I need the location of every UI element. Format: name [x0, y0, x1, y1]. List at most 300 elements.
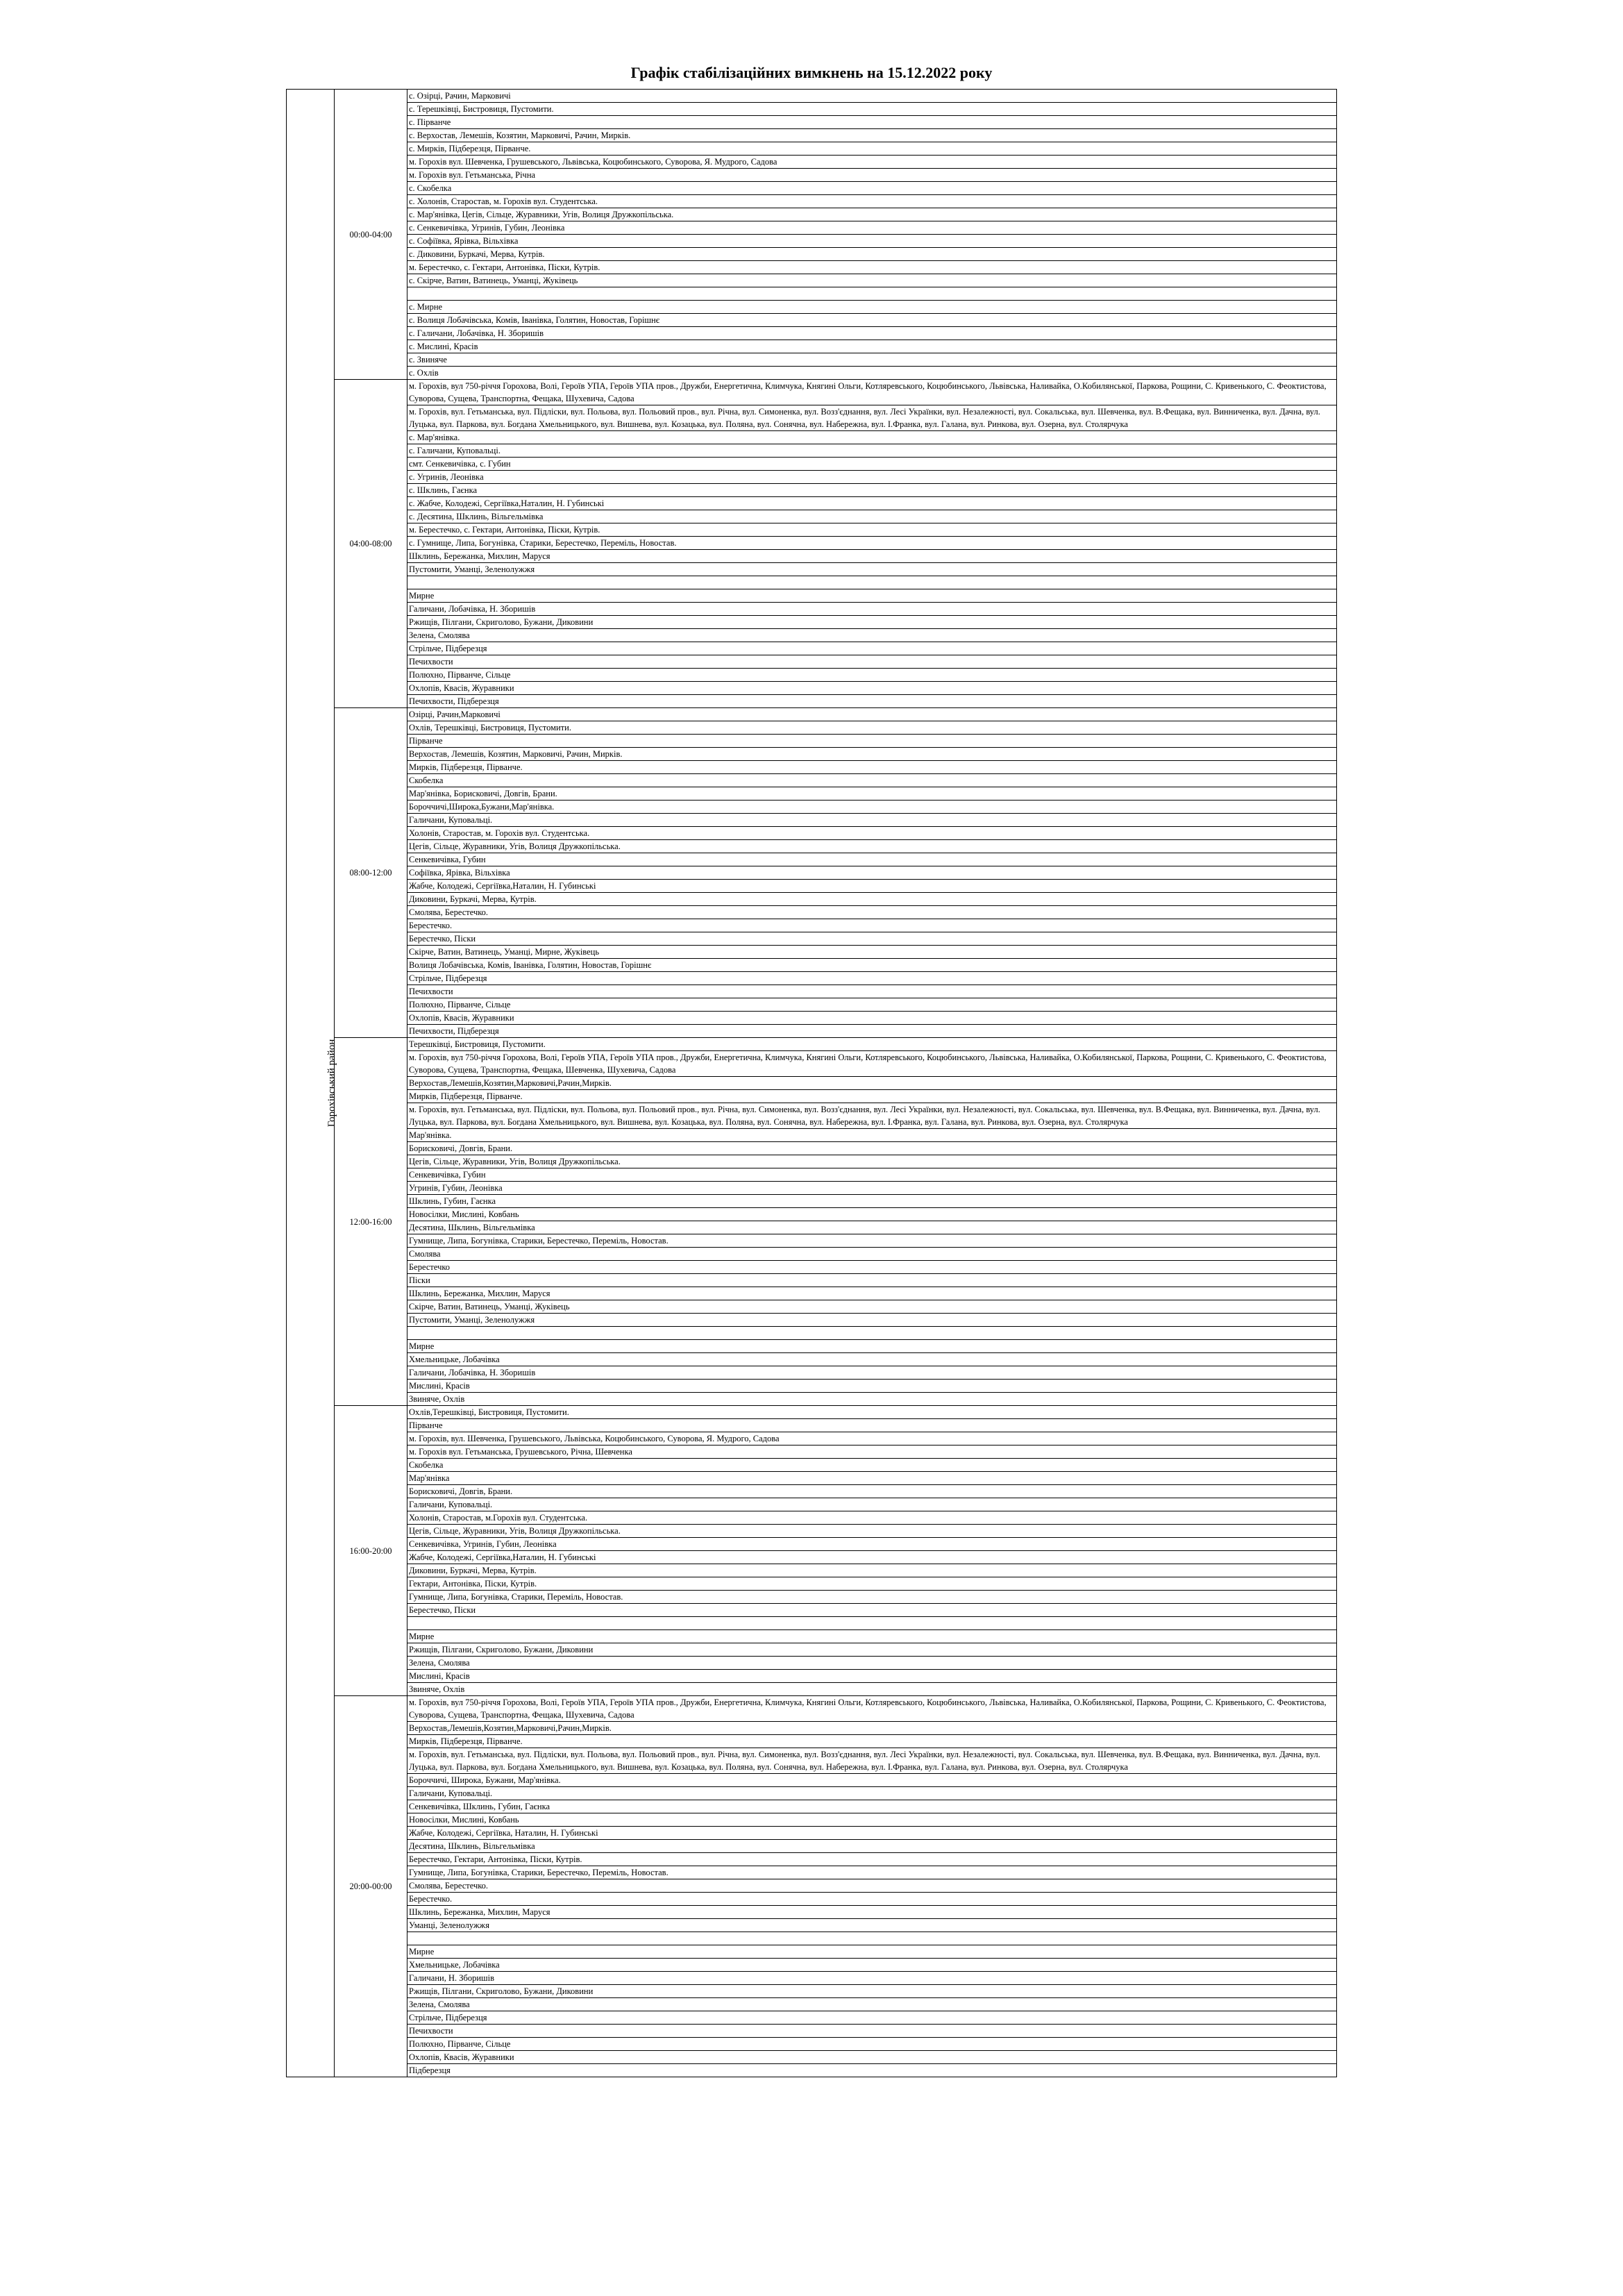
settlement-cell: Скобелка	[407, 774, 1337, 787]
settlement-cell: Шклинь, Губин, Гаєнка	[407, 1195, 1337, 1208]
schedule-row	[287, 972, 1337, 985]
settlement-cell: Галичани, Куповальці.	[407, 814, 1337, 827]
time-slot-cell: 16:00-20:00	[335, 1406, 407, 1696]
schedule-row	[287, 880, 1337, 893]
schedule-row	[287, 1287, 1337, 1300]
schedule-row	[287, 195, 1337, 208]
schedule-row	[287, 1472, 1337, 1485]
settlement-cell: Жабче, Колодежі, Сергіївка,Наталин, Н. Губинські	[407, 1551, 1337, 1564]
schedule-row	[287, 2011, 1337, 2025]
schedule-row	[287, 340, 1337, 353]
settlement-cell: Угринів, Губин, Леонівка	[407, 1182, 1337, 1195]
schedule-row	[287, 444, 1337, 458]
schedule-row	[287, 405, 1337, 431]
settlement-cell: Диковини, Буркачі, Мерва, Кутрів.	[407, 893, 1337, 906]
settlement-cell: Хмельницьке, Лобачівка	[407, 1959, 1337, 1972]
schedule-row	[287, 1972, 1337, 1985]
settlement-cell: Шклинь, Бережанка, Михлин, Маруся	[407, 1906, 1337, 1919]
settlement-cell: Цегів, Сільце, Журавники, Угів, Волиця Дружкопільська.	[407, 1525, 1337, 1538]
settlement-cell: Верхостав,Лемешів,Козятин,Марковичі,Рачин,Мирків.	[407, 1722, 1337, 1735]
schedule-row	[287, 761, 1337, 774]
time-slot-cell: 12:00-16:00	[335, 1038, 407, 1406]
settlement-cell: с. Охлів	[407, 367, 1337, 380]
schedule-row	[287, 1643, 1337, 1657]
settlement-cell: Озірці, Рачин,Марковичі	[407, 708, 1337, 721]
schedule-row	[287, 116, 1337, 129]
settlement-cell: Підберезця	[407, 2064, 1337, 2077]
settlement-cell: Волиця Лобачівська, Комів, Іванівка, Голятин, Новостав, Горішнє	[407, 959, 1337, 972]
settlement-cell: с. Галичани, Куповальці.	[407, 444, 1337, 458]
schedule-row	[287, 1380, 1337, 1393]
settlement-cell: Новосілки, Мислині, Ковбань	[407, 1813, 1337, 1827]
schedule-row	[287, 576, 1337, 589]
schedule-row	[287, 1722, 1337, 1735]
schedule-row	[287, 314, 1337, 327]
settlement-cell: Цегів, Сільце, Журавники, Угів, Волиця Дружкопільська.	[407, 1155, 1337, 1168]
schedule-row	[287, 497, 1337, 510]
settlement-cell: Галичани, Н. Зборишів	[407, 1972, 1337, 1985]
settlement-cell: м. Горохів вул. Шевченка, Грушевського, Львівська, Коцюбинського, Суворова, Я. Мудрого, Садова	[407, 156, 1337, 169]
settlement-cell: Охлів,Терешківці, Бистровиця, Пустомити.	[407, 1406, 1337, 1419]
settlement-cell: Мирне	[407, 589, 1337, 603]
schedule-row	[287, 1300, 1337, 1314]
schedule-row	[287, 1591, 1337, 1604]
schedule-row	[287, 1932, 1337, 1945]
schedule-row	[287, 655, 1337, 669]
schedule-row	[287, 1327, 1337, 1340]
schedule-row	[287, 1827, 1337, 1840]
schedule-row	[287, 959, 1337, 972]
schedule-row	[287, 1998, 1337, 2011]
settlement-cell: Шклинь, Бережанка, Михлин, Маруся	[407, 550, 1337, 563]
settlement-cell: м. Горохів, вул 750-річчя Горохова, Волі, Героїв УПА, Героїв УПА пров., Дружби, Енергетична, Климчука, Княгині Ольги, Котляревського, Коцюбинського, Львівська, Наливайка, О.Кобилянської, Паркова, Рощини, С. Кривенького, С. Феоктистова, Суворова, Сущева, Транспортна, Фещака, Шухевича, Садова	[407, 380, 1337, 405]
settlement-cell: с. Волиця Лобачівська, Комів, Іванівка, Голятин, Новостав, Горішнє	[407, 314, 1337, 327]
schedule-row	[287, 1314, 1337, 1327]
schedule-row	[287, 221, 1337, 235]
schedule-row	[287, 1840, 1337, 1853]
schedule-row	[287, 774, 1337, 787]
schedule-row	[287, 787, 1337, 801]
schedule-row	[287, 2064, 1337, 2077]
schedule-row	[287, 1142, 1337, 1155]
settlement-cell: Берестечко, Піски	[407, 1604, 1337, 1617]
settlement-cell: Печихвости	[407, 2025, 1337, 2038]
settlement-cell: Смолява	[407, 1248, 1337, 1261]
settlement-cell: Скобелка	[407, 1459, 1337, 1472]
schedule-row	[287, 1353, 1337, 1366]
schedule-row	[287, 1129, 1337, 1142]
schedule-row	[287, 1419, 1337, 1432]
schedule-row	[287, 1248, 1337, 1261]
schedule-row	[287, 248, 1337, 261]
schedule-row	[287, 1012, 1337, 1025]
settlement-cell: Охлопів, Квасів, Журавники	[407, 1012, 1337, 1025]
district-label: Горохівський район	[326, 1039, 338, 1128]
schedule-row	[287, 1879, 1337, 1893]
schedule-row	[287, 1617, 1337, 1630]
settlement-cell: Сенкевичівка, Губин	[407, 853, 1337, 866]
schedule-row	[287, 1261, 1337, 1274]
settlement-cell: с. Гумнище, Липа, Богунівка, Старики, Берестечко, Переміль, Новостав.	[407, 537, 1337, 550]
schedule-row	[287, 629, 1337, 642]
settlement-cell: с. Шклинь, Гаєнка	[407, 484, 1337, 497]
schedule-row	[287, 1221, 1337, 1234]
schedule-row	[287, 682, 1337, 695]
settlement-cell: м. Горохів, вул. Гетьманська, вул. Підліски, вул. Польова, вул. Польовий пров., вул. Річна, вул. Симоненка, вул. Возз'єднання, вул. Лесі Українки, вул. Незалежності, вул. Сокальська, вул. Шевченка, вул. В.Фещака, вул. Винниченка, вул. Дачна, вул. Луцька, вул. Паркова, вул. Богдана Хмельницького, вул. Вишнева, вул. Козацька, вул. Поляна, вул. Сонячна, вул. Набережна, вул. І.Франка, вул. Галана, вул. Ринкова, вул. Озерна, вул. Столярчука	[407, 405, 1337, 431]
schedule-table	[286, 89, 1337, 2077]
schedule-row	[287, 827, 1337, 840]
settlement-cell: Гектари, Антонівка, Піски, Кутрів.	[407, 1577, 1337, 1591]
settlement-cell: Скірче, Ватин, Ватинець, Уманці, Мирне, Жуківець	[407, 946, 1337, 959]
settlement-cell: с. Скірче, Ватин, Ватинець, Уманці, Жуківець	[407, 274, 1337, 287]
settlement-cell: Берестечко, Гектари, Антонівка, Піски, Кутрів.	[407, 1853, 1337, 1866]
schedule-row	[287, 563, 1337, 576]
schedule-row	[287, 1051, 1337, 1077]
schedule-row	[287, 103, 1337, 116]
schedule-row	[287, 814, 1337, 827]
settlement-cell: Охлопів, Квасів, Журавники	[407, 2051, 1337, 2064]
settlement-cell: Печихвости	[407, 985, 1337, 998]
settlement-cell: Мирне	[407, 1945, 1337, 1959]
settlement-cell: Шклинь, Бережанка, Михлин, Маруся	[407, 1287, 1337, 1300]
settlement-cell: Терешківці, Бистровиця, Пустомити.	[407, 1038, 1337, 1051]
schedule-row	[287, 1340, 1337, 1353]
schedule-row	[287, 1919, 1337, 1932]
schedule-row	[287, 1538, 1337, 1551]
settlement-cell: Берестечко.	[407, 919, 1337, 932]
settlement-cell: Мирне	[407, 1630, 1337, 1643]
settlement-cell: Хмельницьке, Лобачівка	[407, 1353, 1337, 1366]
settlement-cell: м. Горохів, вул 750-річчя Горохова, Волі, Героїв УПА, Героїв УПА пров., Дружби, Енергетична, Климчука, Княгині Ольги, Котляревського, Коцюбинського, Львівська, Наливайка, О.Кобилянської, Паркова, Рощини, С. Кривенького, С. Феоктистова, Суворова, Сущева, Транспортна, Фещака, Шухевича, Садова	[407, 1696, 1337, 1722]
settlement-cell: Галичани, Куповальці.	[407, 1787, 1337, 1800]
settlement-cell: с. Десятина, Шклинь, Вільгельмівка	[407, 510, 1337, 523]
schedule-row	[287, 380, 1337, 405]
settlement-cell: с. Сенкевичівка, Угринів, Губин, Леонівка	[407, 221, 1337, 235]
settlement-cell: м. Горохів вул. Гетьманська, Річна	[407, 169, 1337, 182]
settlement-cell: м. Берестечко, с. Гектари, Антонівка, Піски, Кутрів.	[407, 261, 1337, 274]
schedule-row	[287, 1696, 1337, 1722]
schedule-row	[287, 1735, 1337, 1748]
schedule-row	[287, 2025, 1337, 2038]
settlement-cell: Борисковичі, Довгів, Брани.	[407, 1485, 1337, 1498]
settlement-cell: Сенкевичівка, Угринів, Губин, Леонівка	[407, 1538, 1337, 1551]
schedule-row	[287, 327, 1337, 340]
schedule-row	[287, 142, 1337, 156]
settlement-cell: Печихвости, Підберезця	[407, 1025, 1337, 1038]
page-title: Графік стабілізаційних вимкнень на 15.12.2022 року	[630, 64, 993, 81]
settlement-cell: Галичани, Куповальці.	[407, 1498, 1337, 1511]
schedule-row	[287, 169, 1337, 182]
schedule-row	[287, 1813, 1337, 1827]
settlement-cell: м. Горохів, вул. Гетьманська, вул. Підліски, вул. Польова, вул. Польовий пров., вул. Річна, вул. Симоненка, вул. Возз'єднання, вул. Лесі Українки, вул. Незалежності, вул. Сокальська, вул. Шевченка, вул. В.Фещака, вул. Винниченка, вул. Дачна, вул. Луцька, вул. Паркова, вул. Богдана Хмельницького, вул. Вишнева, вул. Козацька, вул. Поляна, вул. Сонячна, вул. Набережна, вул. І.Франка, вул. Галана, вул. Ринкова, вул. Озерна, вул. Столярчука	[407, 1103, 1337, 1129]
settlement-cell: с. Угринів, Леонівка	[407, 471, 1337, 484]
settlement-cell: м. Горохів, вул. Шевченка, Грушевського, Львівська, Коцюбинського, Суворова, Я. Мудрого, Садова	[407, 1432, 1337, 1446]
schedule-row	[287, 695, 1337, 708]
time-slot-cell: 00:00-04:00	[335, 90, 407, 380]
settlement-cell: с. Мар'янівка.	[407, 431, 1337, 444]
settlement-cell: Ржищів, Пілгани, Скриголово, Бужани, Диковини	[407, 616, 1337, 629]
schedule-row	[287, 1670, 1337, 1683]
schedule-row	[287, 985, 1337, 998]
settlement-cell: Мирків, Підберезця, Пірванче.	[407, 1090, 1337, 1103]
schedule-row	[287, 1564, 1337, 1577]
settlement-cell: Полюхно, Пірванче, Сільце	[407, 669, 1337, 682]
schedule-row	[287, 589, 1337, 603]
settlement-cell: Бороччичі,Широка,Бужани,Мар'янівка.	[407, 801, 1337, 814]
settlement-cell: с. Мирне	[407, 301, 1337, 314]
settlement-cell: с. Верхостав, Лемешів, Козятин, Марковичі, Рачин, Мирків.	[407, 129, 1337, 142]
settlement-cell: Охлів, Терешківці, Бистровиця, Пустомити.	[407, 721, 1337, 735]
settlement-cell: Стрільче, Підберезця	[407, 972, 1337, 985]
settlement-cell: Печихвости	[407, 655, 1337, 669]
schedule-row	[287, 616, 1337, 629]
settlement-cell: Зелена, Смолява	[407, 1998, 1337, 2011]
schedule-row	[287, 1959, 1337, 1972]
schedule-row	[287, 708, 1337, 721]
schedule-row	[287, 1657, 1337, 1670]
schedule-row	[287, 484, 1337, 497]
settlement-cell: Звиняче, Охлів	[407, 1393, 1337, 1406]
schedule-row	[287, 1432, 1337, 1446]
schedule-row	[287, 301, 1337, 314]
settlement-cell: м. Горохів, вул. Гетьманська, вул. Підліски, вул. Польова, вул. Польовий пров., вул. Річна, вул. Симоненка, вул. Возз'єднання, вул. Лесі Українки, вул. Незалежності, вул. Сокальська, вул. Шевченка, вул. В.Фещака, вул. Винниченка, вул. Дачна, вул. Луцька, вул. Паркова, вул. Богдана Хмельницького, вул. Вишнева, вул. Козацька, вул. Поляна, вул. Сонячна, вул. Набережна, вул. І.Франка, вул. Галана, вул. Ринкова, вул. Озерна, вул. Столярчука	[407, 1748, 1337, 1774]
schedule-row	[287, 1182, 1337, 1195]
schedule-row	[287, 537, 1337, 550]
settlement-cell: с. Диковини, Буркачі, Мерва, Кутрів.	[407, 248, 1337, 261]
settlement-cell: Звиняче, Охлів	[407, 1683, 1337, 1696]
schedule-row	[287, 1025, 1337, 1038]
schedule-row	[287, 1511, 1337, 1525]
settlement-cell: Десятина, Шклинь, Вільгельмівка	[407, 1840, 1337, 1853]
schedule-row	[287, 801, 1337, 814]
settlement-cell: Сенкевичівка, Шклинь, Губин, Гаєнка	[407, 1800, 1337, 1813]
schedule-row	[287, 353, 1337, 367]
schedule-row	[287, 1038, 1337, 1051]
settlement-cell: Зелена, Смолява	[407, 1657, 1337, 1670]
district-cell	[287, 90, 338, 2077]
schedule-row	[287, 1577, 1337, 1591]
settlement-cell	[407, 1617, 1337, 1630]
settlement-cell: м. Горохів, вул 750-річчя Горохова, Волі, Героїв УПА, Героїв УПА пров., Дружби, Енергетична, Климчука, Княгині Ольги, Котляревського, Коцюбинського, Львівська, Наливайка, О.Кобилянської, Паркова, Рощини, С. Кривенького, С. Феоктистова, Суворова, Сущева, Транспортна, Фещака, Шевченка, Шухевича, Садова	[407, 1051, 1337, 1077]
schedule-row	[287, 642, 1337, 655]
schedule-row	[287, 932, 1337, 946]
settlement-cell: Софіївка, Ярівка, Вільхівка	[407, 866, 1337, 880]
schedule-row	[287, 1103, 1337, 1129]
settlement-cell	[407, 1932, 1337, 1945]
schedule-row	[287, 1393, 1337, 1406]
settlement-cell: Мирне	[407, 1340, 1337, 1353]
settlement-cell: Смолява, Берестечко.	[407, 1879, 1337, 1893]
schedule-row	[287, 1077, 1337, 1090]
schedule-row	[287, 1155, 1337, 1168]
settlement-cell: Мирків, Підберезця, Пірванче.	[407, 761, 1337, 774]
schedule-row	[287, 1774, 1337, 1787]
schedule-row	[287, 510, 1337, 523]
schedule-row	[287, 1800, 1337, 1813]
settlement-cell: Стрільче, Підберезця	[407, 2011, 1337, 2025]
settlement-cell: Ржищів, Пілгани, Скриголово, Бужани, Диковини	[407, 1643, 1337, 1657]
schedule-row	[287, 1446, 1337, 1459]
settlement-cell: Берестечко, Піски	[407, 932, 1337, 946]
schedule-row	[287, 946, 1337, 959]
schedule-row	[287, 458, 1337, 471]
schedule-row	[287, 1683, 1337, 1696]
schedule-row	[287, 866, 1337, 880]
settlement-cell: Пірванче	[407, 735, 1337, 748]
schedule-row	[287, 182, 1337, 195]
schedule-row	[287, 893, 1337, 906]
settlement-cell: Цегів, Сільце, Журавники, Угів, Волиця Дружкопільська.	[407, 840, 1337, 853]
time-slot-cell: 20:00-00:00	[335, 1696, 407, 2077]
settlement-cell: Галичани, Лобачівка, Н. Зборишів	[407, 1366, 1337, 1380]
settlement-cell: с. Софіївка, Ярівка, Вільхівка	[407, 235, 1337, 248]
settlement-cell: с. Терешківці, Бистровиця, Пустомити.	[407, 103, 1337, 116]
settlement-cell: Мислині, Красів	[407, 1670, 1337, 1683]
schedule-row	[287, 431, 1337, 444]
settlement-cell: с. Звиняче	[407, 353, 1337, 367]
settlement-cell: Берестечко.	[407, 1893, 1337, 1906]
schedule-row	[287, 735, 1337, 748]
schedule-row	[287, 906, 1337, 919]
schedule-row	[287, 1195, 1337, 1208]
schedule-row	[287, 523, 1337, 537]
settlement-cell: Полюхно, Пірванче, Сільце	[407, 2038, 1337, 2051]
schedule-row	[287, 1945, 1337, 1959]
settlement-cell: Борисковичі, Довгів, Брани.	[407, 1142, 1337, 1155]
settlement-cell: Берестечко	[407, 1261, 1337, 1274]
schedule-row	[287, 1366, 1337, 1380]
settlement-cell: Смолява, Берестечко.	[407, 906, 1337, 919]
schedule-row	[287, 1274, 1337, 1287]
schedule-row	[287, 1234, 1337, 1248]
settlement-cell: с. Пірванче	[407, 116, 1337, 129]
settlement-cell: Стрільче, Підберезця	[407, 642, 1337, 655]
settlement-cell: Пустомити, Уманці, Зеленолужжя	[407, 1314, 1337, 1327]
time-slot-cell: 08:00-12:00	[335, 708, 407, 1038]
settlement-cell: Жабче, Колодежі, Сергіївка,Наталин, Н. Губинські	[407, 880, 1337, 893]
schedule-row	[287, 721, 1337, 735]
settlement-cell: Полюхно, Пірванче, Сільце	[407, 998, 1337, 1012]
schedule-row	[287, 1459, 1337, 1472]
settlement-cell: Уманці, Зеленолужжя	[407, 1919, 1337, 1932]
settlement-cell: Печихвости, Підберезця	[407, 695, 1337, 708]
settlement-cell: с. Скобелка	[407, 182, 1337, 195]
schedule-row	[287, 1168, 1337, 1182]
settlement-cell: Пірванче	[407, 1419, 1337, 1432]
schedule-row	[287, 1525, 1337, 1538]
schedule-row	[287, 919, 1337, 932]
settlement-cell: с. Озірці, Рачин, Марковичі	[407, 90, 1337, 103]
schedule-row	[287, 1853, 1337, 1866]
schedule-row	[287, 1866, 1337, 1879]
schedule-row	[287, 1208, 1337, 1221]
settlement-cell: Верхостав,Лемешів,Козятин,Марковичі,Рачин,Мирків.	[407, 1077, 1337, 1090]
schedule-row	[287, 853, 1337, 866]
settlement-cell: Новосілки, Мислині, Ковбань	[407, 1208, 1337, 1221]
time-slot-cell: 04:00-08:00	[335, 380, 407, 708]
schedule-row	[287, 1406, 1337, 1419]
settlement-cell: Мирків, Підберезця, Пірванче.	[407, 1735, 1337, 1748]
schedule-row	[287, 840, 1337, 853]
settlement-cell: Гумнище, Липа, Богунівка, Старики, Берестечко, Переміль, Новостав.	[407, 1866, 1337, 1879]
settlement-cell: с. Жабче, Колодежі, Сергіївка,Наталин, Н. Губинські	[407, 497, 1337, 510]
settlement-cell: Галичани, Лобачівка, Н. Зборишів	[407, 603, 1337, 616]
schedule-row	[287, 998, 1337, 1012]
settlement-cell	[407, 287, 1337, 301]
schedule-row	[287, 471, 1337, 484]
schedule-row	[287, 156, 1337, 169]
settlement-cell: м. Горохів вул. Гетьманська, Грушевського, Річна, Шевченка	[407, 1446, 1337, 1459]
schedule-body	[287, 90, 1337, 2077]
schedule-row	[287, 1090, 1337, 1103]
settlement-cell: с. Мислині, Красів	[407, 340, 1337, 353]
settlement-cell: с. Мар'янівка, Цегів, Сільце, Журавники, Угів, Волиця Дружкопільська.	[407, 208, 1337, 221]
settlement-cell: Мар'янівка	[407, 1472, 1337, 1485]
schedule-row	[287, 603, 1337, 616]
settlement-cell: Верхостав, Лемешів, Козятин, Марковичі, Рачин, Мирків.	[407, 748, 1337, 761]
schedule-row	[287, 129, 1337, 142]
schedule-row	[287, 208, 1337, 221]
schedule-row	[287, 1604, 1337, 1617]
settlement-cell: Десятина, Шклинь, Вільгельмівка	[407, 1221, 1337, 1234]
schedule-row	[287, 1748, 1337, 1774]
schedule-row	[287, 367, 1337, 380]
settlement-cell: Мислині, Красів	[407, 1380, 1337, 1393]
settlement-cell: Ржищів, Пілгани, Скриголово, Бужани, Диковини	[407, 1985, 1337, 1998]
schedule-row	[287, 274, 1337, 287]
settlement-cell: Бороччичі, Широка, Бужани, Мар'янівка.	[407, 1774, 1337, 1787]
settlement-cell: Скірче, Ватин, Ватинець, Уманці, Жуківець	[407, 1300, 1337, 1314]
settlement-cell	[407, 576, 1337, 589]
schedule-row	[287, 235, 1337, 248]
schedule-row	[287, 287, 1337, 301]
schedule-row	[287, 1630, 1337, 1643]
schedule-row	[287, 2038, 1337, 2051]
settlement-cell: Мар'янівка, Борисковичі, Довгів, Брани.	[407, 787, 1337, 801]
schedule-row	[287, 261, 1337, 274]
settlement-cell: м. Берестечко, с. Гектари, Антонівка, Піски, Кутрів.	[407, 523, 1337, 537]
settlement-cell: Зелена, Смолява	[407, 629, 1337, 642]
schedule-row	[287, 1787, 1337, 1800]
settlement-cell: с. Мирків, Підберезця, Пірванче.	[407, 142, 1337, 156]
settlement-cell: с. Холонів, Старостав, м. Горохів вул. Студентська.	[407, 195, 1337, 208]
settlement-cell: Холонів, Старостав, м. Горохів вул. Студентська.	[407, 827, 1337, 840]
settlement-cell	[407, 1327, 1337, 1340]
schedule-row	[287, 1906, 1337, 1919]
settlement-cell: Піски	[407, 1274, 1337, 1287]
settlement-cell: Сенкевичівка, Губин	[407, 1168, 1337, 1182]
schedule-row	[287, 1985, 1337, 1998]
settlement-cell: с. Галичани, Лобачівка, Н. Зборишів	[407, 327, 1337, 340]
schedule-row	[287, 1498, 1337, 1511]
settlement-cell: смт. Сенкевичівка, с. Губин	[407, 458, 1337, 471]
schedule-row	[287, 1551, 1337, 1564]
schedule-row	[287, 90, 1337, 103]
settlement-cell: Холонів, Старостав, м.Горохів вул. Студентська.	[407, 1511, 1337, 1525]
schedule-row	[287, 1485, 1337, 1498]
settlement-cell: Гумнище, Липа, Богунівка, Старики, Переміль, Новостав.	[407, 1591, 1337, 1604]
schedule-row	[287, 550, 1337, 563]
settlement-cell: Охлопів, Квасів, Журавники	[407, 682, 1337, 695]
schedule-row	[287, 1893, 1337, 1906]
schedule-row	[287, 2051, 1337, 2064]
settlement-cell: Диковини, Буркачі, Мерва, Кутрів.	[407, 1564, 1337, 1577]
settlement-cell: Гумнище, Липа, Богунівка, Старики, Берестечко, Переміль, Новостав.	[407, 1234, 1337, 1248]
settlement-cell: Жабче, Колодежі, Сергіївка, Наталин, Н. Губинські	[407, 1827, 1337, 1840]
settlement-cell: Пустомити, Уманці, Зеленолужжя	[407, 563, 1337, 576]
settlement-cell: Мар'янівка.	[407, 1129, 1337, 1142]
schedule-row	[287, 669, 1337, 682]
